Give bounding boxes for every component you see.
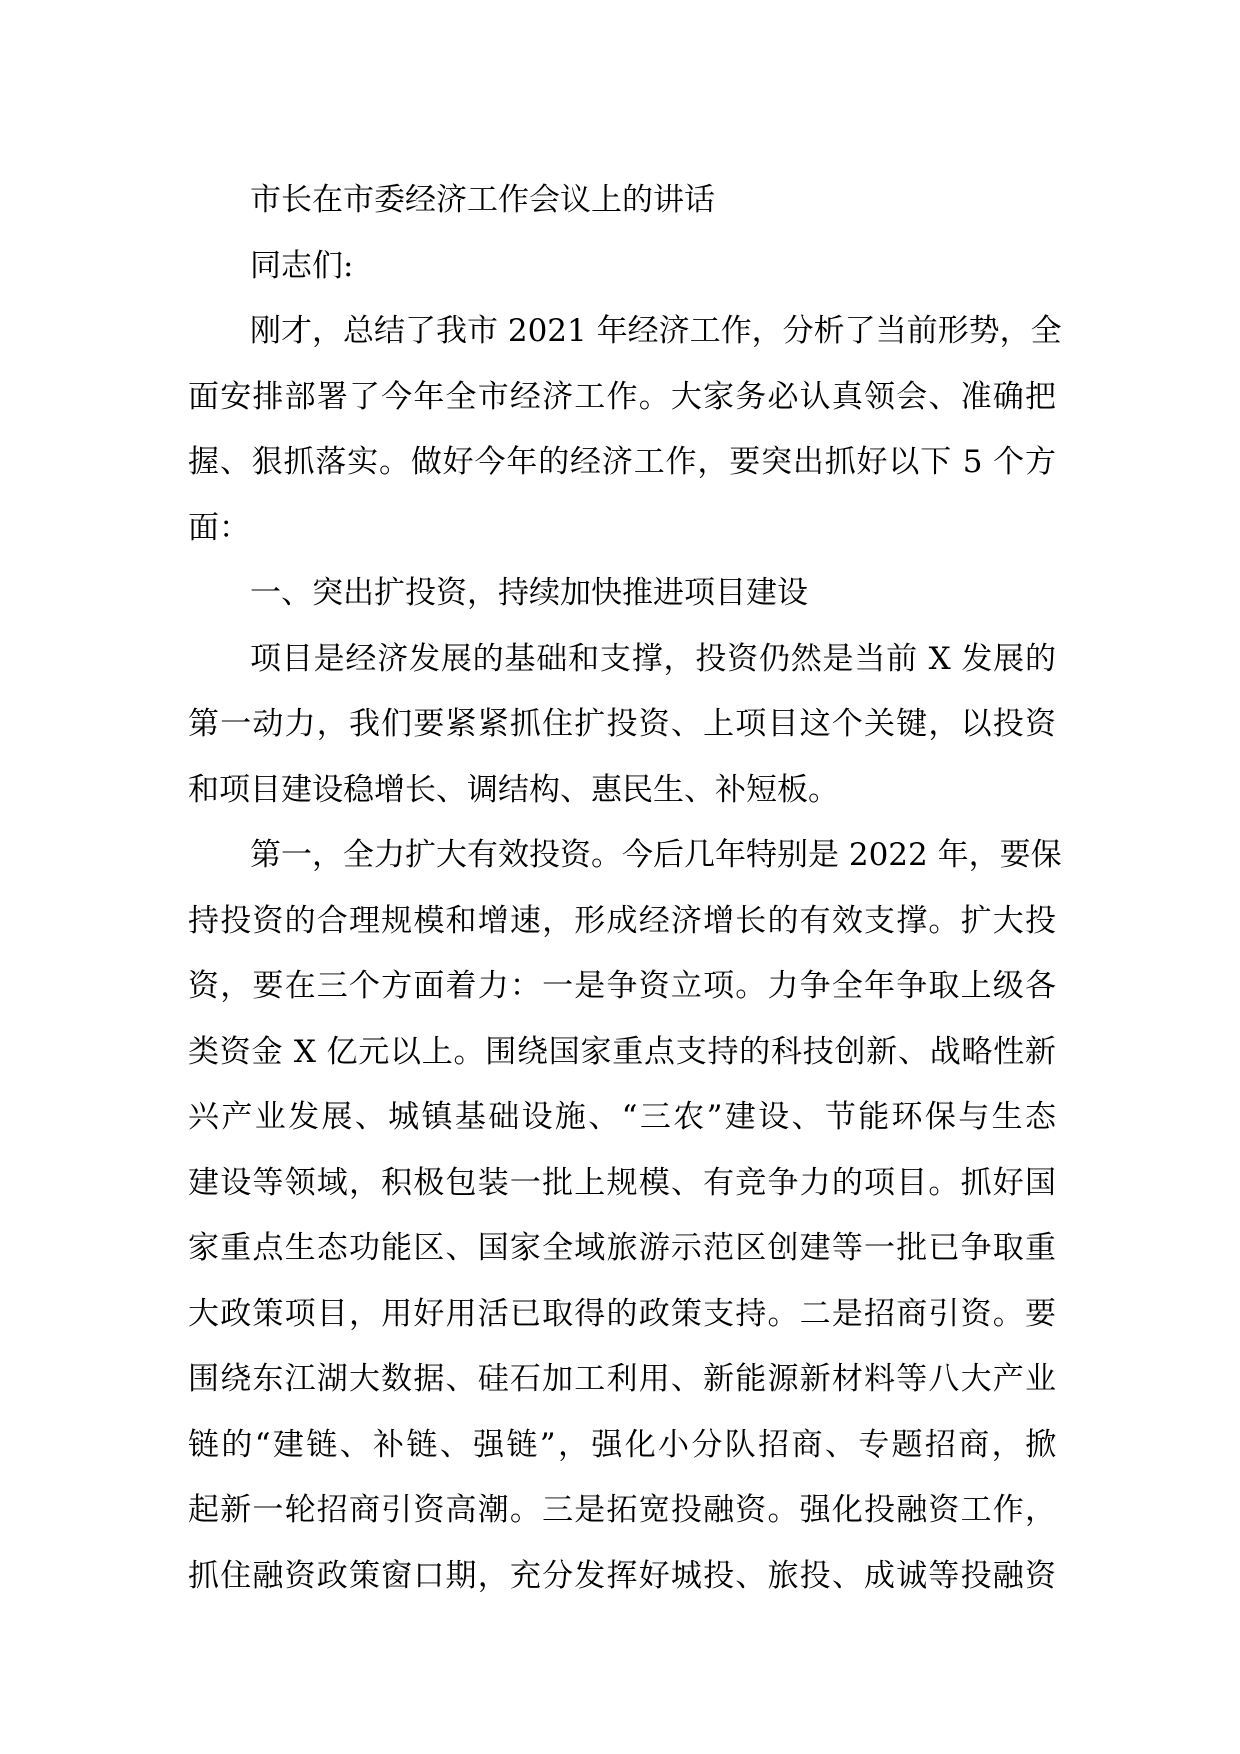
paragraph-2-line-3: 和项目建设稳增长、调结构、惠民生、补短板。 (188, 771, 839, 808)
paragraph-3-line-10: 链的“建链、补链、强链”，强化小分队招商、专题招商，掀 (188, 1426, 1056, 1463)
paragraph-3-line-5: 兴产业发展、城镇基础设施、“三农”建设、节能环保与生态 (188, 1099, 1056, 1135)
document-body (188, 168, 1062, 1609)
paragraph-3-line-1: 第一，全力扩大有效投资。今后几年特别是 2022 年，要保 (250, 837, 1062, 873)
paragraph-3-line-9: 围绕东江湖大数据、硅石加工利用、新能源新材料等八大产业 (188, 1361, 1056, 1397)
paragraph-3-line-11: 起新一轮招商引资高潮。三是拓宽投融资。强化投融资工作， (188, 1492, 1056, 1528)
paragraph-1-line-3: 握、狠抓落实。做好今年的经济工作，要突出抓好以下 5 个方 (188, 444, 1056, 480)
section-heading-1: 一、突出扩投资，持续加快推进项目建设 (250, 575, 808, 611)
paragraph-3-line-12: 抓住融资政策窗口期，充分发挥好城投、旅投、成诚等投融资 (188, 1557, 1056, 1594)
paragraph-3-line-8: 大政策项目，用好用活已取得的政策支持。二是招商引资。要 (188, 1295, 1056, 1332)
paragraph-1-line-4: 面： (188, 509, 250, 546)
paragraph-3-line-7: 家重点生态功能区、国家全域旅游示范区创建等一批已争取重 (188, 1230, 1056, 1266)
paragraph-1-line-2: 面安排部署了今年全市经济工作。大家务必认真领会、准确把 (188, 378, 1056, 415)
paragraph-3-line-4: 类资金 X 亿元以上。围绕国家重点支持的科技创新、战略性新 (188, 1033, 1056, 1070)
paragraph-3-line-2: 持投资的合理规模和增速，形成经济增长的有效支撑。扩大投 (188, 902, 1056, 939)
paragraph-2-line-2: 第一动力，我们要紧紧抓住扩投资、上项目这个关键，以投资 (188, 706, 1056, 742)
paragraph-3-line-3: 资，要在三个方面着力：一是争资立项。力争全年争取上级各 (188, 968, 1056, 1004)
paragraph-3-line-6: 建设等领域，积极包装一批上规模、有竞争力的项目。抓好国 (188, 1164, 1056, 1201)
salutation: 同志们: (250, 247, 354, 284)
document-title: 市长在市委经济工作会议上的讲话 (250, 182, 715, 218)
paragraph-2-line-1: 项目是经济发展的基础和支撑，投资仍然是当前 X 发展的 (250, 640, 1056, 677)
paragraph-1-line-1: 刚才，总结了我市 2021 年经济工作，分析了当前形势，全 (250, 313, 1062, 349)
